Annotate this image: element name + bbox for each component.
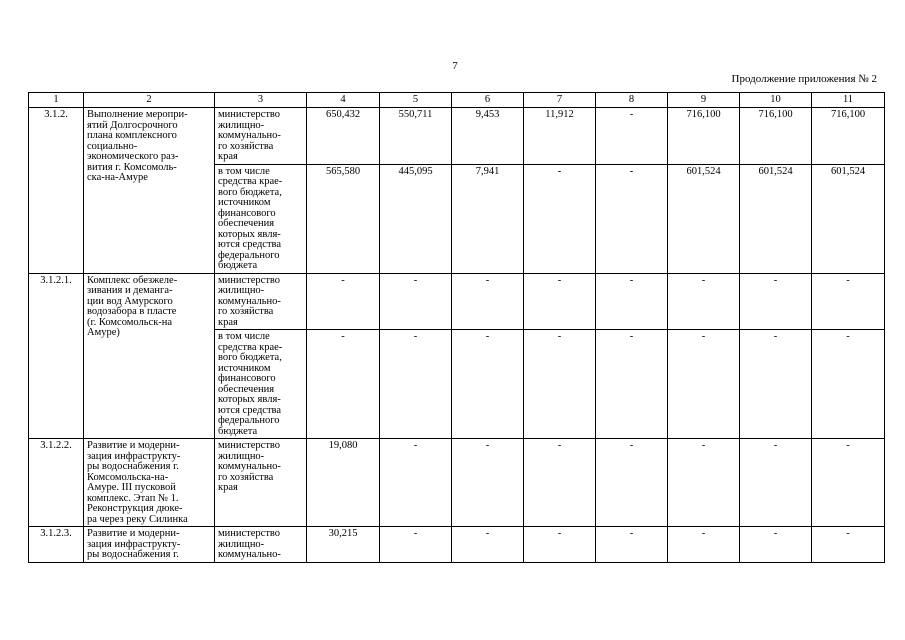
cell-text-line: финансового bbox=[218, 373, 276, 384]
item-name bbox=[84, 527, 215, 563]
value-cell: 9,453 bbox=[452, 108, 524, 165]
cell-text-line: плана комплексного bbox=[87, 130, 177, 141]
value-cell: 601,524 bbox=[812, 164, 885, 273]
cell-text-line: в том числе bbox=[218, 331, 270, 342]
cell-text-line: ры водоснабжения г. bbox=[87, 549, 179, 560]
value-cell: - bbox=[452, 439, 524, 527]
value-cell: 19,080 bbox=[307, 439, 380, 527]
cell-text-line: вого бюджета, bbox=[218, 352, 282, 363]
value-cell: - bbox=[307, 273, 380, 330]
cell-text-line: федерального bbox=[218, 415, 280, 426]
value-cell: - bbox=[668, 527, 740, 563]
cell-text-line: жилищно- bbox=[218, 538, 265, 550]
cell-text-line: ются средства bbox=[218, 239, 282, 250]
value-cell: - bbox=[380, 527, 452, 563]
continuation-label: Продолжение приложения № 2 bbox=[731, 73, 877, 85]
cell-text-line: го хозяйства bbox=[218, 140, 274, 152]
cell-text-line: коммунально- bbox=[218, 295, 281, 307]
cell-text-line: источником bbox=[218, 362, 271, 374]
value-cell: - bbox=[596, 527, 668, 563]
cell-text-line: вития г. Комсомоль- bbox=[87, 161, 177, 173]
cell-text-line: экономического раз- bbox=[87, 151, 179, 162]
cell-text-line: бюджета bbox=[218, 425, 258, 437]
value-cell: - bbox=[596, 330, 668, 439]
value-cell: - bbox=[524, 273, 596, 330]
cell-text-line: Амуре) bbox=[87, 327, 120, 338]
value-cell: 650,432 bbox=[307, 108, 380, 165]
cell-text-line: (г. Комсомольск-на bbox=[87, 316, 173, 328]
value-cell: - bbox=[812, 330, 885, 439]
executor bbox=[215, 330, 307, 439]
value-cell: - bbox=[740, 330, 812, 439]
column-header: 3 bbox=[215, 93, 307, 108]
value-cell: - bbox=[668, 439, 740, 527]
cell-text-line: зация инфраструкту- bbox=[87, 538, 181, 550]
value-cell: - bbox=[812, 527, 885, 563]
cell-text-line: вого бюджета, bbox=[218, 186, 282, 198]
cell-text-line: комплекс. Этап № 1. bbox=[87, 492, 179, 504]
value-cell: - bbox=[380, 273, 452, 330]
cell-text-line: коммунально- bbox=[218, 461, 281, 472]
cell-text-line: социально- bbox=[87, 140, 138, 152]
value-cell: 550,711 bbox=[380, 108, 452, 165]
value-cell: - bbox=[740, 273, 812, 330]
table-row bbox=[29, 439, 885, 527]
value-cell: - bbox=[524, 330, 596, 439]
cell-text-line: бюджета bbox=[218, 260, 258, 271]
cell-text-line: федерального bbox=[218, 249, 280, 261]
cell-text-line: ятий Долгосрочного bbox=[87, 119, 178, 131]
column-header: 11 bbox=[812, 93, 885, 108]
cell-text-line: ска-на-Амуре bbox=[87, 172, 148, 183]
cell-text-line: обеспечения bbox=[218, 383, 275, 395]
cell-text-line: Развитие и модерни- bbox=[87, 440, 180, 451]
value-cell: 565,580 bbox=[307, 164, 380, 273]
value-cell: - bbox=[452, 273, 524, 330]
table-row bbox=[29, 273, 885, 330]
cell-text-line: водозабора в пласте bbox=[87, 306, 177, 317]
column-header: 6 bbox=[452, 93, 524, 108]
item-code: 3.1.2.3. bbox=[29, 527, 84, 563]
cell-text-line: края bbox=[218, 151, 238, 162]
cell-text-line: Комсомольска-на- bbox=[87, 471, 169, 483]
column-header: 8 bbox=[596, 93, 668, 108]
value-cell: - bbox=[596, 164, 668, 273]
value-cell: - bbox=[812, 273, 885, 330]
cell-text-line: источником bbox=[218, 197, 271, 208]
value-cell: - bbox=[668, 330, 740, 439]
value-cell: 601,524 bbox=[668, 164, 740, 273]
value-cell: - bbox=[740, 527, 812, 563]
executor bbox=[215, 164, 307, 273]
value-cell: - bbox=[452, 330, 524, 439]
cell-text-line: го хозяйства bbox=[218, 471, 274, 483]
executor bbox=[215, 439, 307, 527]
value-cell: - bbox=[452, 527, 524, 563]
value-cell: 716,100 bbox=[812, 108, 885, 165]
cell-text-line: жилищно- bbox=[218, 450, 265, 462]
item-code: 3.1.2. bbox=[29, 108, 84, 274]
cell-text-line: средства крае- bbox=[218, 176, 283, 187]
column-header: 10 bbox=[740, 93, 812, 108]
value-cell: - bbox=[668, 273, 740, 330]
cell-text-line: зивания и деманга- bbox=[87, 285, 173, 296]
cell-text-line: обеспечения bbox=[218, 218, 275, 229]
value-cell: - bbox=[307, 330, 380, 439]
item-code: 3.1.2.2. bbox=[29, 439, 84, 527]
cell-text-line: коммунально- bbox=[218, 549, 281, 560]
cell-text-line: средства крае- bbox=[218, 341, 283, 353]
value-cell: 716,100 bbox=[668, 108, 740, 165]
value-cell: - bbox=[524, 439, 596, 527]
cell-text-line: Амуре. III пусковой bbox=[87, 482, 176, 493]
value-cell: 716,100 bbox=[740, 108, 812, 165]
cell-text-line: ра через реку Силинка bbox=[87, 513, 188, 525]
cell-text-line: ры водоснабжения г. bbox=[87, 461, 179, 472]
cell-text-line: которых явля- bbox=[218, 228, 281, 240]
value-cell: - bbox=[596, 273, 668, 330]
cell-text-line: коммунально- bbox=[218, 130, 281, 141]
value-cell: 30,215 bbox=[307, 527, 380, 563]
value-cell: 601,524 bbox=[740, 164, 812, 273]
table-row bbox=[29, 108, 885, 165]
value-cell: - bbox=[740, 439, 812, 527]
value-cell: 7,941 bbox=[452, 164, 524, 273]
column-header: 2 bbox=[84, 93, 215, 108]
item-name bbox=[84, 273, 215, 439]
value-cell: 11,912 bbox=[524, 108, 596, 165]
value-cell: - bbox=[596, 439, 668, 527]
cell-text-line: министерство bbox=[218, 274, 281, 286]
value-cell: - bbox=[596, 108, 668, 165]
column-header: 5 bbox=[380, 93, 452, 108]
item-code: 3.1.2.1. bbox=[29, 273, 84, 439]
cell-text-line: которых явля- bbox=[218, 394, 281, 405]
cell-text-line: ции вод Амурского bbox=[87, 295, 173, 307]
value-cell: - bbox=[380, 330, 452, 439]
cell-text-line: министерство bbox=[218, 440, 281, 451]
value-cell: - bbox=[812, 439, 885, 527]
column-header: 1 bbox=[29, 93, 84, 108]
table-row bbox=[29, 527, 885, 563]
page-number: 7 bbox=[452, 60, 458, 72]
column-header: 9 bbox=[668, 93, 740, 108]
cell-text-line: жилищно- bbox=[218, 285, 265, 296]
cell-text-line: министерство bbox=[218, 528, 281, 539]
item-name bbox=[84, 108, 215, 274]
value-cell: 445,095 bbox=[380, 164, 452, 273]
cell-text-line: финансового bbox=[218, 207, 276, 219]
cell-text-line: министерство bbox=[218, 109, 281, 120]
cell-text-line: края bbox=[218, 482, 238, 493]
executor bbox=[215, 273, 307, 330]
executor bbox=[215, 527, 307, 563]
budget-table bbox=[28, 92, 885, 563]
cell-text-line: Развитие и модерни- bbox=[87, 528, 180, 539]
cell-text-line: ются средства bbox=[218, 404, 282, 416]
value-cell: - bbox=[380, 439, 452, 527]
item-name bbox=[84, 439, 215, 527]
column-header: 4 bbox=[307, 93, 380, 108]
executor bbox=[215, 108, 307, 165]
cell-text-line: Выполнение меропри- bbox=[87, 109, 188, 120]
cell-text-line: го хозяйства bbox=[218, 306, 274, 317]
header-row bbox=[29, 93, 885, 108]
value-cell: - bbox=[524, 164, 596, 273]
cell-text-line: жилищно- bbox=[218, 119, 265, 131]
value-cell: - bbox=[524, 527, 596, 563]
cell-text-line: края bbox=[218, 316, 238, 328]
column-header: 7 bbox=[524, 93, 596, 108]
cell-text-line: Реконструкция дюке- bbox=[87, 503, 183, 514]
cell-text-line: зация инфраструкту- bbox=[87, 450, 181, 462]
cell-text-line: Комплекс обезжеле- bbox=[87, 274, 178, 286]
cell-text-line: в том числе bbox=[218, 165, 270, 177]
